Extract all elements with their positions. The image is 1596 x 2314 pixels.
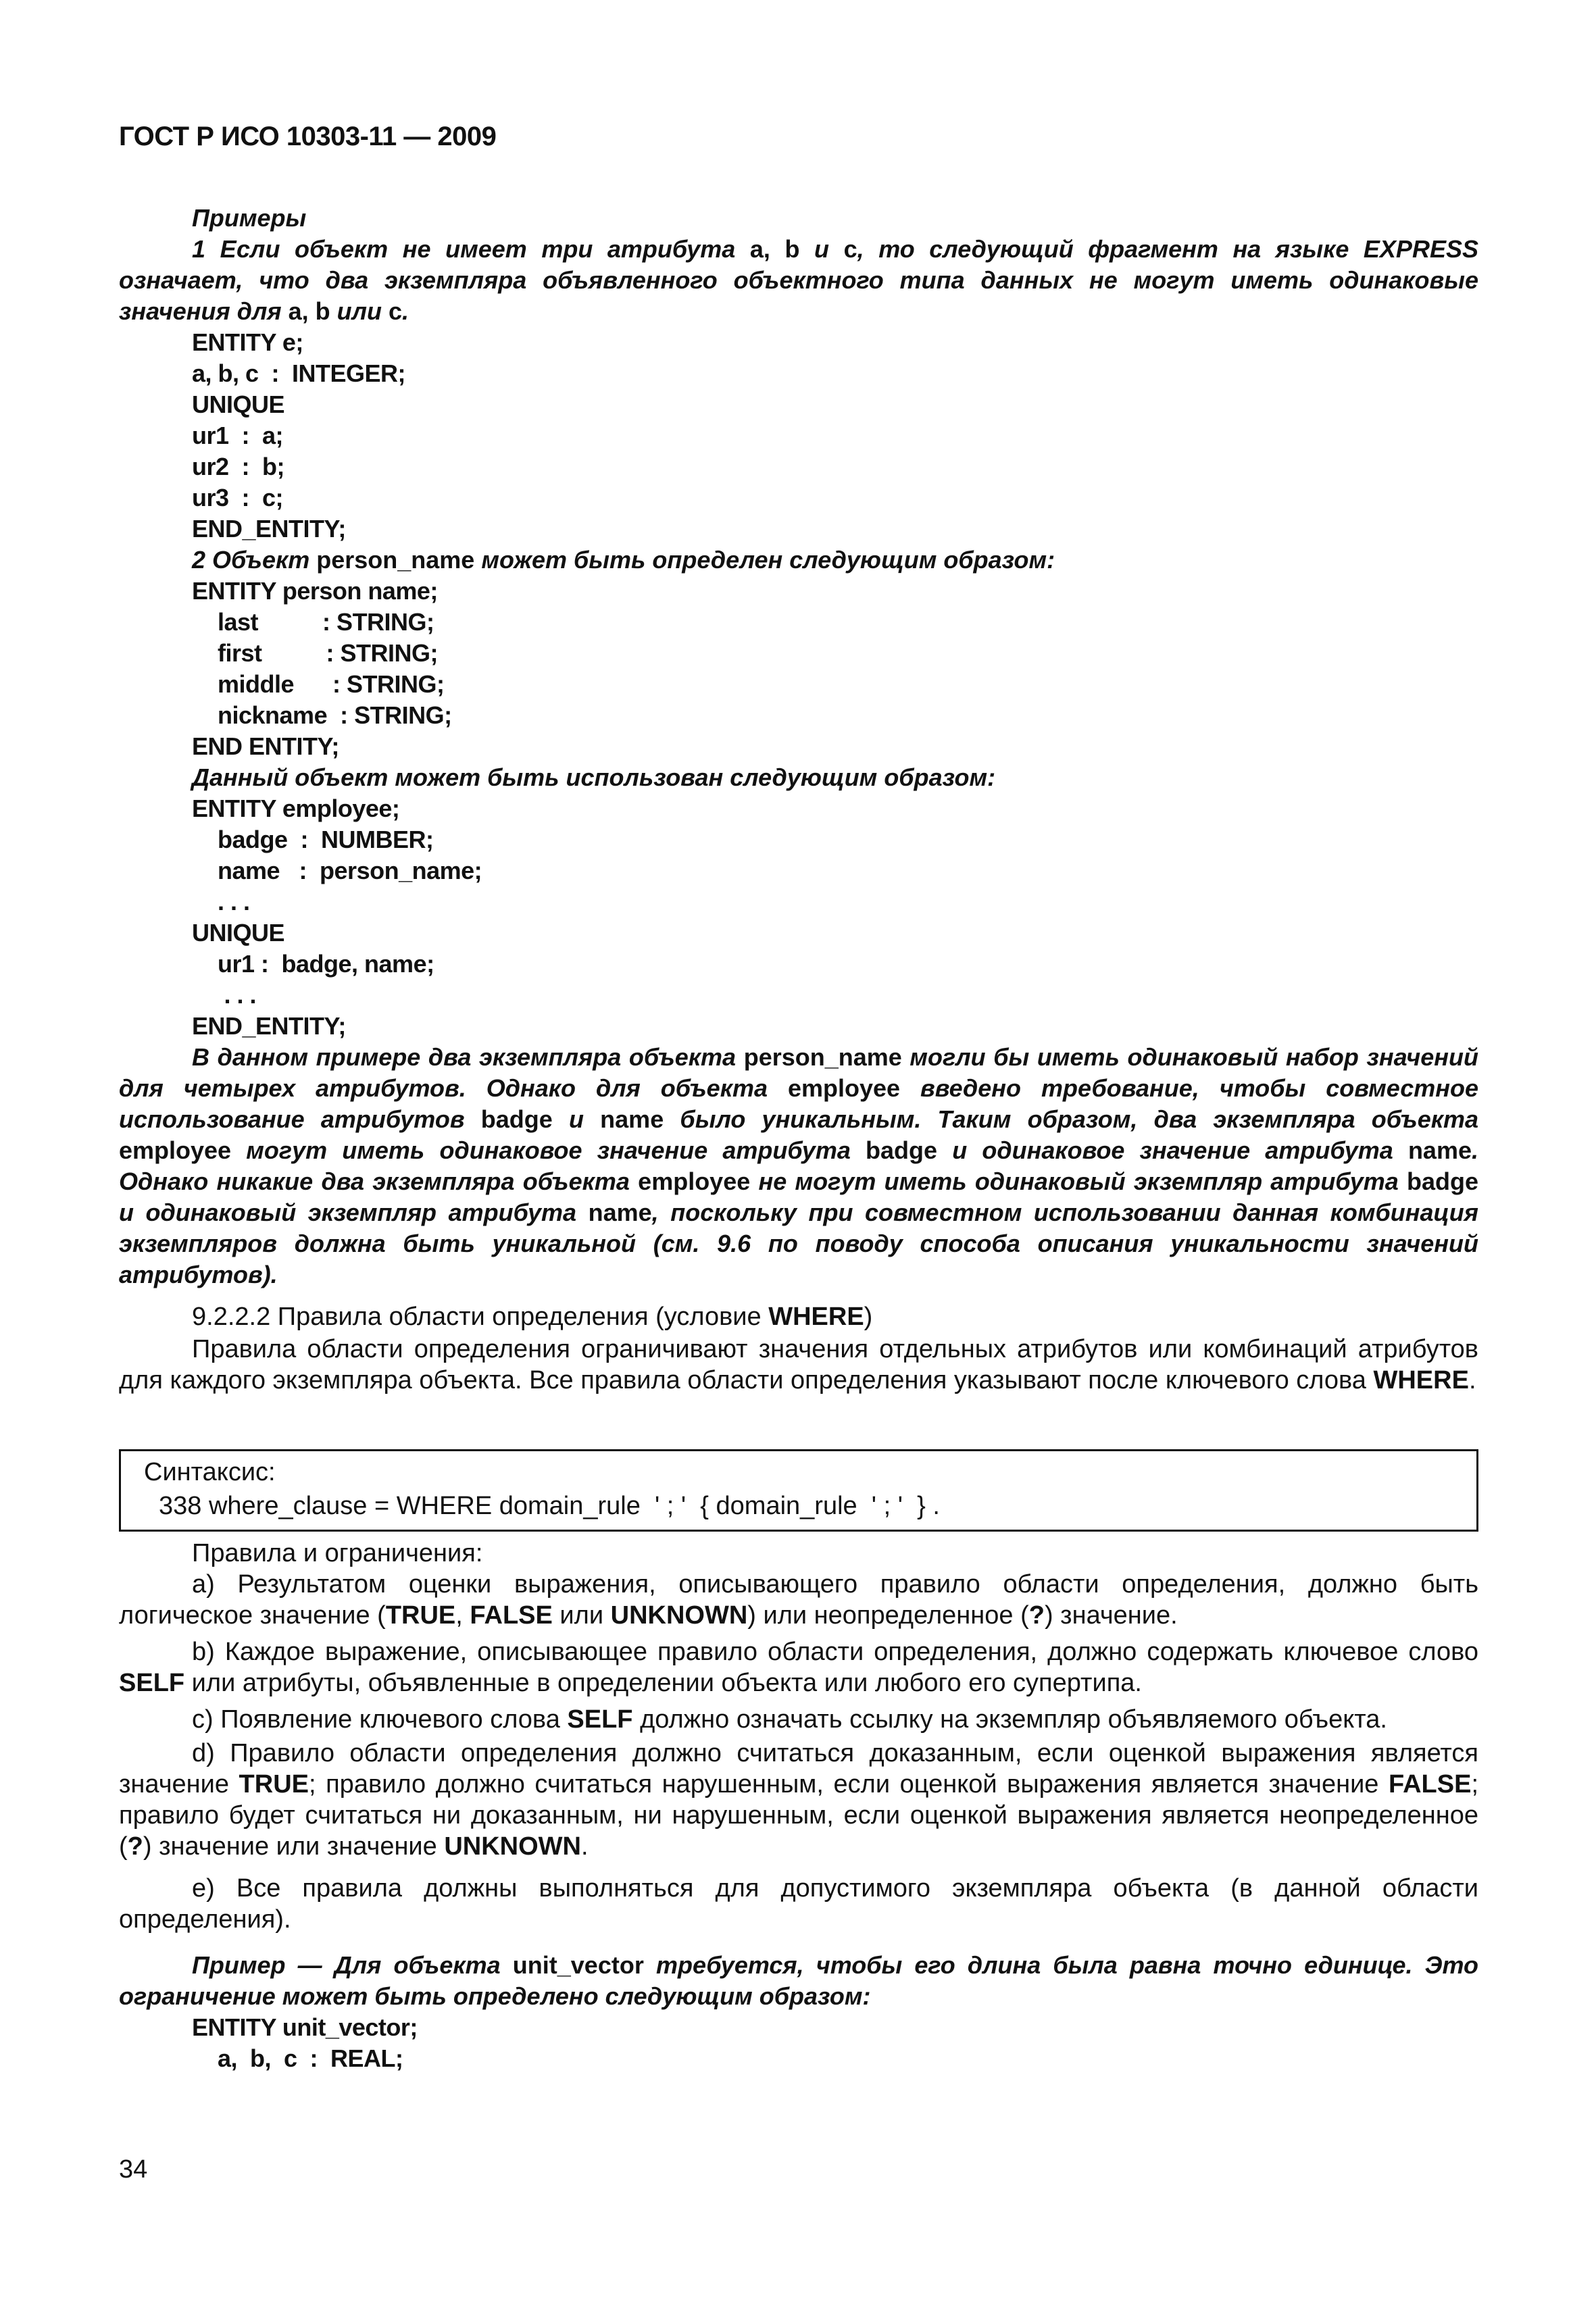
syntax-label: Синтаксис: — [144, 1458, 276, 1486]
code-line: name : person_name; — [192, 857, 482, 884]
usage-text: Данный объект может быть использован следующим образом: — [192, 763, 996, 791]
code-line: last : STRING; — [192, 608, 434, 636]
code-line: a, b, c : INTEGER; — [192, 359, 406, 387]
page-number: 34 — [119, 2155, 148, 2184]
code-line: ENTITY unit_vector; — [192, 2013, 418, 2041]
rule-d: d) Правило области определения должно считаться доказанным, если оценкой выражения является значение TRUE; правило должно считаться нарушенным, если оценкой выражения является значение FALSE; правило будет считаться ни доказанным, ни нарушенным, если оценкой выражения является неопределенное (?) значение или значение UNKNOWN. — [119, 1739, 1479, 1861]
syntax-rule: 338 where_clause = WHERE domain_rule ' ; ' { domain_rule ' ; ' } . — [159, 1492, 940, 1520]
example-note: В данном примере два экземпляра объекта person_name могли бы иметь одинаковый набор значений для четырех атрибутов. Однако для объекта employee введено требование, чтобы совместное использование атрибутов badge и name было уникальным. Таким образом, два экземпляра объекта employee могут иметь одинаковое значение атрибута badge и одинаковое значение атрибута name. Однако никакие два экземпляра объекта employee не могут иметь одинаковый экземпляр атрибута badge и одинаковый экземпляр атрибута name, поскольку при совместном использовании данная комбинация экземпляров должна быть уникальной (см. 9.6 по поводу способа описания уникальности значений атрибутов). — [119, 1043, 1479, 1288]
code-line: UNIQUE — [192, 391, 285, 418]
code-line: a, b, c : REAL; — [192, 2044, 403, 2072]
code-line: ENTITY e; — [192, 328, 303, 356]
code-line: . . . — [192, 888, 250, 915]
example-2-text: 2 Объект person_name может быть определен следующим образом: — [192, 546, 1055, 574]
examples-title: Примеры — [192, 204, 307, 232]
code-line: ur2 : b; — [192, 453, 284, 480]
rule-e: e) Все правила должны выполняться для допустимого экземпляра объекта (в данной области определения). — [119, 1874, 1478, 1934]
section-paragraph: Правила области определения ограничивают значения отдельных атрибутов или комбинаций атрибутов для каждого экземпляра объекта. Все правила области определения указывают после ключевого слова WHERE. — [119, 1335, 1478, 1394]
rule-b: b) Каждое выражение, описывающее правило области определения, должно содержать ключевое слово SELF или атрибуты, объявленные в определении объекта или любого его супертипа. — [119, 1638, 1478, 1697]
example-1-text: 1 Если объект не имеет три атрибута a, b и c, то следующий фрагмент на языке EXPRESS означает, что два экземпляра объявленного объектного типа данных не могут иметь одинаковые значения для a, b или c. — [119, 235, 1478, 325]
code-line: ENTITY person name; — [192, 577, 438, 605]
code-line: nickname : STRING; — [192, 701, 452, 729]
syntax-box — [119, 1449, 1478, 1532]
rule-a: a) Результатом оценки выражения, описывающего правило области определения, должно быть логическое значение (TRUE, FALSE или UNKNOWN) или неопределенное (?) значение. — [119, 1570, 1478, 1630]
code-line: UNIQUE — [192, 919, 285, 947]
code-line: ur3 : c; — [192, 484, 284, 511]
code-line: ur1 : a; — [192, 422, 284, 449]
code-line: ur1 : badge, name; — [192, 950, 434, 978]
rules-title: Правила и ограничения: — [192, 1539, 483, 1567]
rule-c: c) Появление ключевого слова SELF должно означать ссылку на экземпляр объявляемого объекта. — [192, 1705, 1387, 1734]
code-line: badge : NUMBER; — [192, 826, 434, 853]
code-line: ENTITY employee; — [192, 795, 400, 822]
example-unit-vector: Пример — Для объекта unit_vector требуется, чтобы его длина была равна точно единице. Это ограничение может быть определено следующим образом: — [119, 1951, 1478, 2010]
code-line: first : STRING; — [192, 639, 439, 667]
code-line: middle : STRING; — [192, 670, 445, 698]
section-heading: 9.2.2.2 Правила области определения (условие WHERE) — [192, 1303, 873, 1331]
code-line: END_ENTITY; — [192, 515, 346, 543]
code-line: END_ENTITY; — [192, 1012, 346, 1040]
document-header: ГОСТ Р ИСО 10303-11 — 2009 — [119, 122, 497, 151]
code-line: END ENTITY; — [192, 732, 339, 760]
code-line: . . . — [192, 981, 257, 1009]
